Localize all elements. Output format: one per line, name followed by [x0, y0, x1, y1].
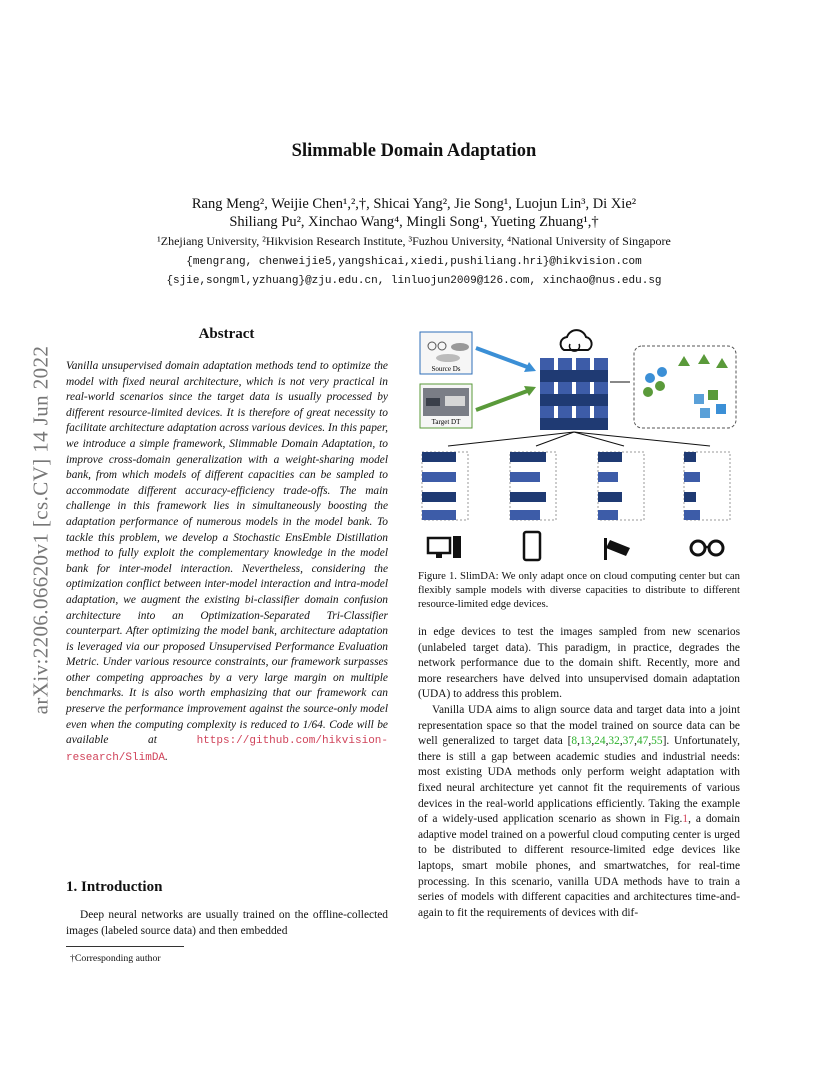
source-label: Source Ds — [431, 365, 461, 373]
edge-model-3 — [598, 452, 644, 520]
class-clusters — [643, 354, 728, 418]
intro-heading: 1. Introduction — [66, 879, 163, 895]
code-link[interactable]: https://github.com/hikvision-research/SlimDA — [66, 735, 388, 764]
edge-model-1 — [422, 452, 468, 520]
figure-slimda — [418, 326, 740, 566]
citation-link[interactable]: 32 — [608, 735, 620, 748]
authors-line-2: Shiliang Pu², Xinchao Wang⁴, Mingli Song¹, Yueting Zhuang¹,† — [229, 214, 599, 230]
footnote: †Corresponding author — [70, 953, 161, 964]
citation-link[interactable]: 24 — [594, 735, 606, 748]
smartphone-icon — [524, 532, 540, 560]
affiliations: ¹Zhejiang University, ²Hikvision Research Institute, ³Fuzhou University, ⁴National University of Singapore — [157, 234, 671, 248]
abstract-heading: Abstract — [198, 326, 255, 342]
emails-line-2: {sjie,songml,yzhuang}@zju.edu.cn, linluojun2009@126.com, xinchao@nus.edu.sg — [166, 275, 662, 287]
cloud-icon — [561, 330, 592, 351]
target-arrow — [476, 390, 530, 410]
right-column-body — [418, 625, 740, 921]
target-label: Target DT — [431, 418, 461, 426]
edge-model-2 — [510, 452, 556, 520]
emails-line-1: {mengrang, chenweijie5,yangshicai,xiedi,pushiliang.hri}@hikvision.com — [186, 256, 642, 268]
cloud-model-bank — [540, 358, 630, 430]
figure-ref-link[interactable]: 1 — [682, 813, 689, 826]
desktop-icon — [428, 536, 461, 558]
arxiv-side-stamp: arXiv:2206.06620v1 [cs.CV] 14 Jun 2022 — [28, 345, 53, 715]
car-image — [436, 354, 460, 362]
citation-link[interactable]: 47 — [636, 735, 649, 748]
figure-caption: Figure 1. SlimDA: We only adapt once on cloud computing center but can flexibly sample models with diverse capacities to distribute to different resource-limited edge devices. — [418, 570, 740, 610]
paper-title: Slimmable Domain Adaptation — [291, 141, 537, 161]
edge-model-4 — [684, 452, 730, 520]
citation-link[interactable]: 55 — [651, 735, 663, 748]
citation-link[interactable]: 8 — [571, 735, 578, 748]
source-arrow — [476, 348, 530, 368]
footnote-rule — [66, 946, 184, 947]
abstract-text: Vanilla unsupervised domain adaptation methods tend to optimize the model with fixed neural architecture, which is not very practical in real-world scenarios since the target data is usually processed by different resource-limited devices. It is therefore of great necessity to facilitate architecture adaptation across various devices. In this paper, we introduce a simple framework, Slimmable Domain Adaptation, to improve cross-domain generalization with a weight-sharing model bank, from which models of different capacities can be sampled to accommodate different accuracy-efficiency trade-offs. The main challenge in this framework lies in simultaneously boosting the adaptation performance of numerous models in the model bank. To tackle this problem, we develop a Stochastic EnsEmble Distillation method to fully exploit the complementary knowledge in the model bank for inter-model interaction. Nevertheless, considering the optimization conflict between inter-model interaction and intra-model adaptation, we augment the existing bi-classifier domain confusion architecture into an Optimization-Separated Tri-Classifier counterpart. After optimizing the model bank, architecture adaptation is leveraged via our proposed Unsupervised Performance Evaluation Metric. Under various resource constraints, our framework surpasses other competing approaches by a very large margin on multiple benchmarks. It is also worth emphasizing that our framework can preserve the performance improvement against the source-only model even when the computing complexity is reduced to 1/64. Code will be available at — [66, 360, 388, 747]
figure-diagram — [418, 326, 740, 566]
intro-para-2: Vanilla UDA aims to align source data and target data into a joint representation space so that the model trained on source data can be well generalized to target data [8,13,24,32,37,47,55]. Unfortunately, there is still a gap between academic studies and industrial needs: most existing UDA methods only perform weight adaptation with fixed neural architecture yet cannot fit the requirements of various devices in the real-world applications efficiently. Taking the example of a widely-used application scenario as shown in Fig.1, a domain adaptive model trained on a powerful cloud computing center is urged to be distributed to different resource-limited edge devices like laptops, smart mobile phones, and smartwatches, for real-time processing. In this scenario, vanilla UDA methods have to train a series of models with different capacities and architectures time-and-again to fit the requirements of devices with dif- — [418, 703, 740, 919]
citation-link[interactable]: 13 — [579, 735, 592, 748]
intro-body: Deep neural networks are usually trained on the offline-collected images (labeled source data) and then embedded — [66, 909, 388, 937]
dist-arrow-4 — [574, 432, 710, 446]
smart-glasses-icon — [691, 541, 723, 555]
plane-image — [451, 343, 469, 351]
target-car — [426, 398, 440, 406]
authors-line-1: Rang Meng², Weijie Chen¹,²,†, Shicai Yang², Jie Song¹, Luojun Lin³, Di Xie² — [191, 196, 637, 212]
abstract-body: Vanilla unsupervised domain adaptation methods tend to optimize the model with fixed neural architecture, which is not very practical in real-world scenarios since the target data is usually processed by different resource-limited devices. It is therefore of great necessity to facilitate architecture adaptation across various devices. In this paper, we introduce a simple framework, Slimmable Domain Adaptation, to improve cross-domain generalization with a weight-sharing model bank, from which models of different capacities can be sampled to accommodate different accuracy-efficiency trade-offs. The main challenge in this framework lies in simultaneously boosting the adaptation performance of numerous models in the model bank. To tackle this problem, we develop a Stochastic EnsEmble Distillation method to fully exploit the complementary knowledge in the model bank for inter-model interaction. Nevertheless, considering the optimization conflict between inter-model interaction and intra-model adaptation, we augment the existing bi-classifier domain confusion architecture into an Optimization-Separated Tri-Classifier counterpart. After optimizing the model bank, architecture adaptation is leveraged via our proposed Unsupervised Performance Evaluation Metric. Under various resource constraints, our framework surpasses other competing approaches by a very large margin on multiple benchmarks. It is also worth emphasizing that our framework can preserve the performance improvement against the source-only model even when the computing complexity is reduced to 1/64. Code will be available at https://github.com/hikvision-research/SlimDA. — [66, 360, 388, 764]
security-camera-icon — [604, 538, 630, 560]
citation-link[interactable]: 37 — [622, 735, 635, 748]
intro-para-1: in edge devices to test the images sampled from new scenarios (unlabeled target data). This paradigm, in practice, degrades the network performance due to the domain shift. Recently, more and more researchers have delved into unsupervised domain adaptation (UDA) to address this problem. — [418, 626, 740, 701]
target-truck — [445, 396, 465, 406]
